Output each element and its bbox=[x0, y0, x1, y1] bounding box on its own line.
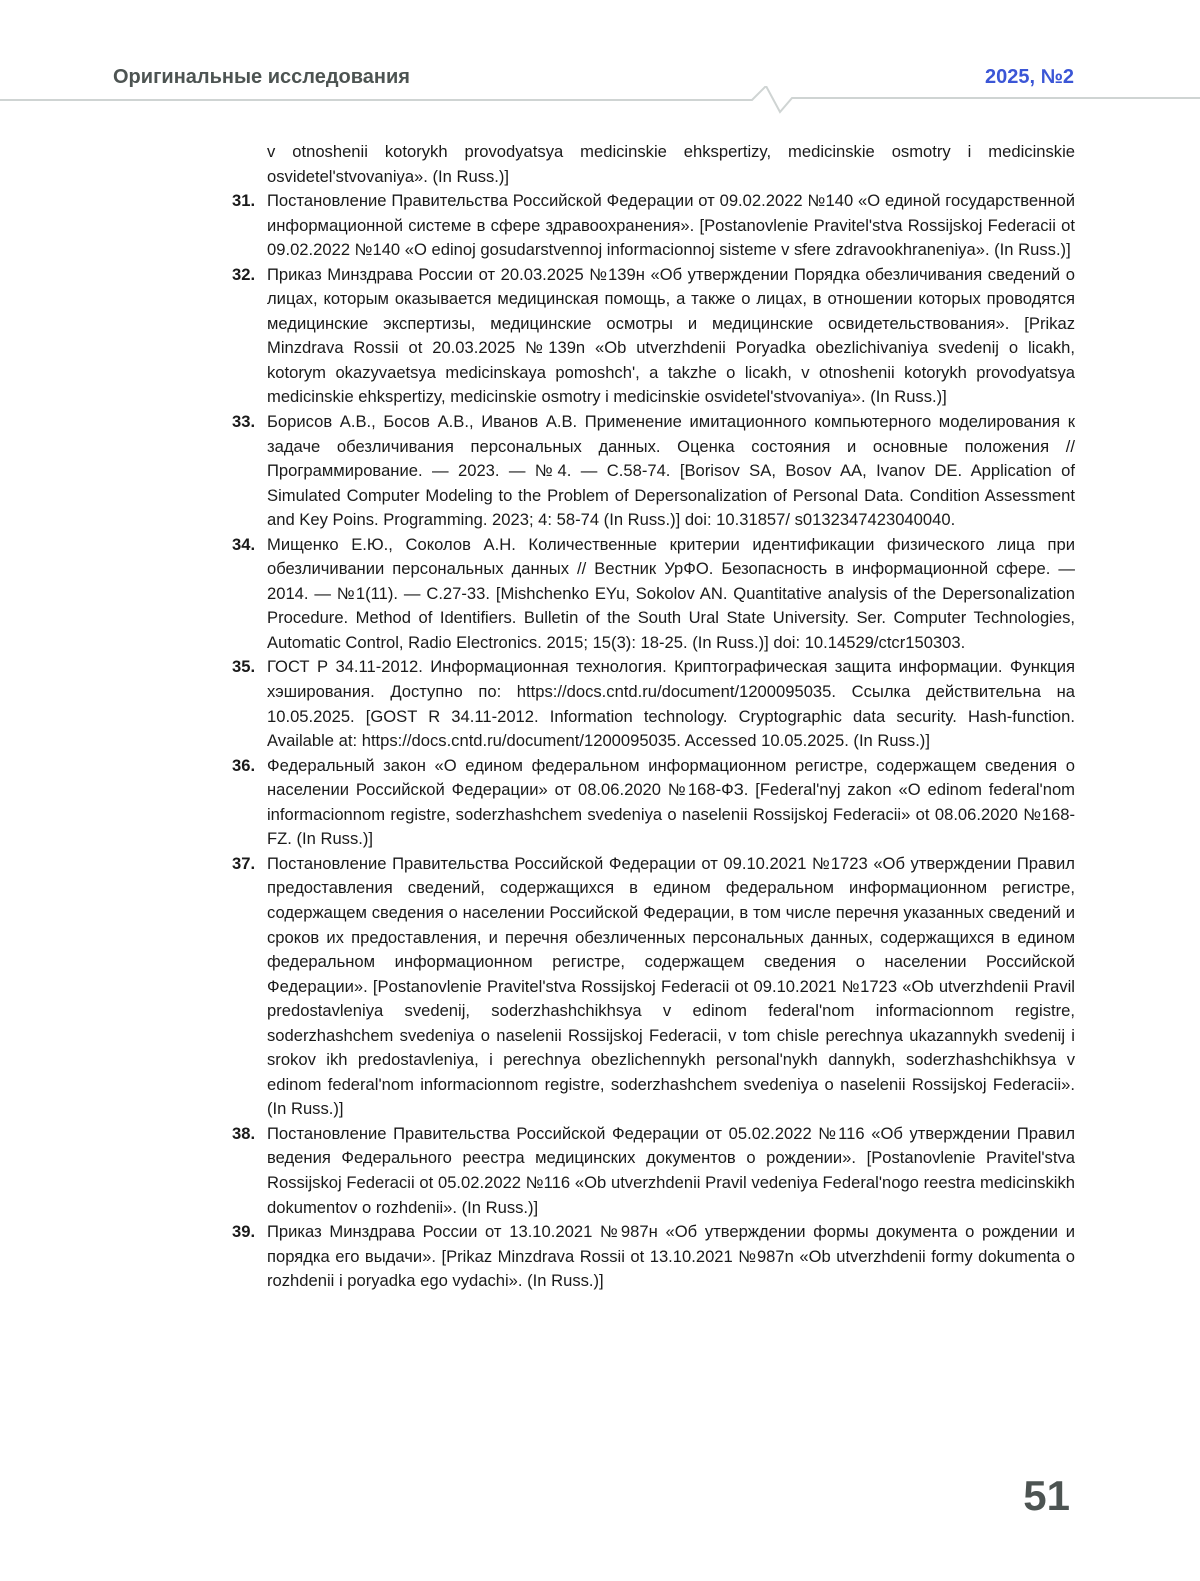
issue-number: 2025, №2 bbox=[985, 66, 1074, 89]
reference-text: Борисов А.В., Босов А.В., Иванов А.В. Применение имитационного компьютерного модели­рования к задаче обезличивания персональных данных. Оценка состояния и основные по­ложения // Программирование. — 2023. — №4. — С.58-74. [Borisov SA, Bosov AA, Ivanov DE. Application of Simulated Computer Modeling to the Problem of Depersonalization of Personal Data. Condition Assessment and Key Poins. Programming. 2023; 4: 58-74 (In Russ.)] doi: 10.31857/ s0132347423040040. bbox=[267, 412, 1075, 529]
reference-number: 34. bbox=[232, 533, 255, 558]
reference-list bbox=[232, 140, 1075, 1294]
reference-item bbox=[232, 1220, 1075, 1294]
reference-number: 31. bbox=[232, 189, 255, 214]
reference-number: 36. bbox=[232, 754, 255, 779]
reference-text: Приказ Минздрава России от 20.03.2025 №139н «Об утверждении Порядка обезличивания сведений о лицах, которым оказывается медицинская помощь, а также о лицах, в отноше­нии которых проводятся медицинские экспертизы, медицинские осмотры и медицинские освидетельствования». [Prikaz Minzdrava Rossii ot 20.03.2025 №139n «Ob utverzhdenii Poryadka obezlichivaniya svedenij o licakh, kotorym okazyvaetsya medicinskaya pomoshch', a takzhe o licakh, v otnoshenii kotorykh provodyatsya medicinskie ehkspertizy, medicinskie osmotry i medicinskie osvidetel'stvovaniya». (In Russ.)] bbox=[267, 265, 1075, 407]
reference-text: v otnoshenii kotorykh provodyatsya medicinskie ehkspertizy, medicinskie osmotry i medicinskie osvidetel'stvovaniya». (In Russ.)] bbox=[267, 142, 1075, 186]
reference-item bbox=[232, 140, 1075, 189]
reference-text: Постановление Правительства Российской Федерации от 05.02.2022 №116 «Об утверждении Правил ведения Федерального реестра медицинских документов о рождении». [Postanovlenie Pravitel'stva Rossijskoj Federacii ot 05.02.2022 №116 «Ob utverzhdenii Pravil vedeniya Federal'nogo reestra medicinskikh dokumentov o rozhdenii». (In Russ.)] bbox=[267, 1124, 1075, 1217]
section-title: Оригинальные исследования bbox=[113, 66, 410, 89]
reference-number: 32. bbox=[232, 263, 255, 288]
reference-text: Постановление Правительства Российской Федерации от 09.10.2021 №1723 «Об утверждении Правил предоставления сведений, содержащихся в едином федеральном информационном регистре, содержащем сведения о населении Российской Федерации, в том числе перечня указанных сведений и сроков их предоставления, и перечня обезличенных персональных данных, содержащихся в едином федеральном информационном регистре, содержащем све­дения о населении Российской Федерации». [Postanovlenie Pravitel'stva Rossijskoj Federacii ot 09.10.2021 №1723 «Ob utverzhdenii Pravil predostavleniya svedenij, soderzhashchikhsya v edinom federal'nom informacionnom registre, soderzhashchem svedeniya o naselenii Rossijskoj Federacii, v tom chisle perechnya ukazannykh svedenij i srokov ikh predostavleniya, i perechnya obezlichennykh personal'nykh dannykh, soderzhashchikhsya v edinom federal'nom informacionnom registre, soderzhashchem svedeniya o naselenii Rossijskoj Federacii». (In Russ.)] bbox=[267, 854, 1075, 1118]
reference-text: ГОСТ Р 34.11-2012. Информационная технология. Криптографическая защита информации. Функция хэширования. Доступно по: https://docs.cntd.ru/document/1200095035. Ссылка дейс­твительна на 10.05.2025. [GOST R 34.11-2012. Information technology. Cryptographic data security. Hash-function. Available at: https://docs.cntd.ru/document/1200095035. Accessed 10.05.2025. (In Russ.)] bbox=[267, 657, 1075, 750]
reference-item bbox=[232, 655, 1075, 753]
reference-item bbox=[232, 852, 1075, 1122]
reference-text: Мищенко Е.Ю., Соколов А.Н. Количественные критерии идентификации физического лица при обезличивании персональных данных // Вестник УрФО. Безопасность в информацион­ной сфере. — 2014. — №1(11). — С.27-33. [Mishchenko EYu, Sokolov AN. Quantitative analysis of the Depersonalization Procedure. Method of Identifiers. Bulletin of the South Ural State University. Ser. Computer Technologies, Automatic Control, Radio Electronics. 2015; 15(3): 18-25. (In Russ.)] doi: 10.14529/ctcr150303. bbox=[267, 535, 1075, 652]
reference-item bbox=[232, 533, 1075, 656]
reference-number: 35. bbox=[232, 655, 255, 680]
reference-text: Федеральный закон «О едином федеральном информационном регистре, содержащем сведе­ния о населении Российской Федерации» от 08.06.2020 №168-ФЗ. [Federal'nyj zakon «O edinom federal'nom informacionnom registre, soderzhashchem svedeniya o naselenii Rossijskoj Federacii» ot 08.06.2020 №168-FZ. (In Russ.)] bbox=[267, 756, 1075, 849]
reference-item bbox=[232, 189, 1075, 263]
reference-number: 38. bbox=[232, 1122, 255, 1147]
reference-text: Постановление Правительства Российской Федерации от 09.02.2022 №140 «О единой госу­дарственной информационной системе в сфере здравоохранения». [Postanovlenie Pravitel'stva Rossijskoj Federacii ot 09.02.2022 №140 «O edinoj gosudarstvennoj informacionnoj sisteme v sfere zdravookhraneniya». (In Russ.)] bbox=[267, 191, 1075, 259]
reference-number: 37. bbox=[232, 852, 255, 877]
reference-item bbox=[232, 1122, 1075, 1220]
reference-item bbox=[232, 754, 1075, 852]
reference-text: Приказ Минздрава России от 13.10.2021 №987н «Об утверждении формы документа о рожде­нии и порядка его выдачи». [Prikaz Minzdrava Rossii ot 13.10.2021 №987n «Ob utverzhdenii formy dokumenta o rozhdenii i poryadka ego vydachi». (In Russ.)] bbox=[267, 1222, 1075, 1290]
header-divider bbox=[0, 86, 1200, 116]
reference-item bbox=[232, 263, 1075, 410]
page-number: 51 bbox=[1023, 1472, 1070, 1520]
reference-item bbox=[232, 410, 1075, 533]
reference-number: 33. bbox=[232, 410, 255, 435]
reference-number: 39. bbox=[232, 1220, 255, 1245]
